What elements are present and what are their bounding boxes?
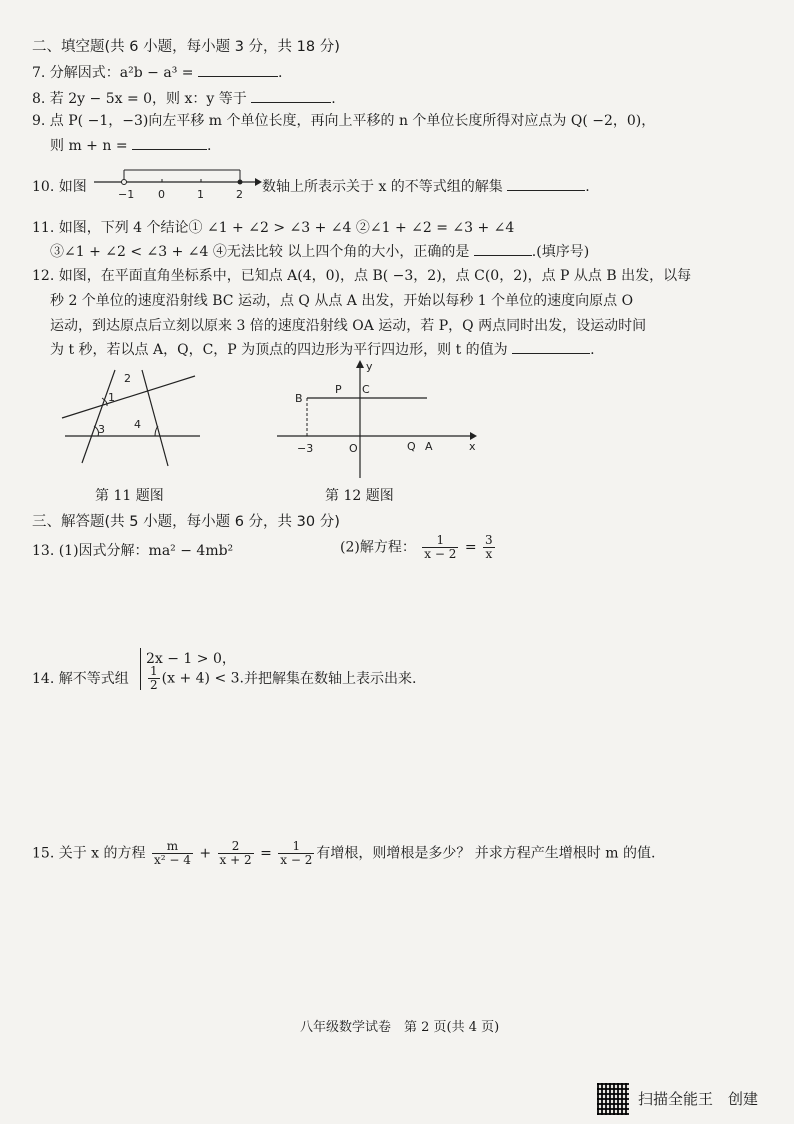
scanner-watermark: 扫描全能王 创建 <box>638 1090 759 1108</box>
figure-12-caption: 第 12 题图 <box>325 488 394 504</box>
number-line-q10 <box>90 162 265 202</box>
question-10-text: 数轴上所表示关于 x 的不等式组的解集 . <box>262 176 590 196</box>
question-12-line4: 为 t 秒，若以点 A，Q，C，P 为顶点的四边形为平行四边形，则 t 的值为 . <box>50 339 595 359</box>
fraction: $\frac{1}{x - 2}$ <box>280 839 313 867</box>
figure-11-caption: 第 11 题图 <box>95 488 164 504</box>
question-12-line2: 秒 2 个单位的速度沿射线 BC 运动，点 Q 从点 A 出发，开始以每秒 1 个单位的速度向原点 O <box>50 293 634 309</box>
question-11-line1: 11. 如图，下列 4 个结论① ∠1 + ∠2 > ∠3 + ∠4 ②∠1 + ∠2 = ∠3 + ∠4 <box>32 220 515 236</box>
answer-blank-8[interactable] <box>251 88 331 103</box>
point-label-P: P <box>335 383 342 396</box>
question-11-tail: .(填序号) <box>531 244 590 260</box>
answer-blank-9[interactable] <box>132 135 207 150</box>
question-10-suffix: 数轴上所表示关于 x 的不等式组的解集 <box>262 179 503 195</box>
question-10-prefix: 10. 如图 <box>32 179 87 195</box>
question-12-text: 为 t 秒，若以点 A，Q，C，P 为顶点的四边形为平行四边形，则 t 的值为 <box>50 342 508 358</box>
tick-label: 1 <box>197 188 204 201</box>
question-13-part2-prefix: (2)解方程： <box>340 539 416 556</box>
question-7: 7. 分解因式：a²b − a³ = . <box>32 62 282 82</box>
section-heading-fill-in: 二、填空题(共 6 小题，每小题 3 分，共 18 分) <box>32 39 340 55</box>
question-7-text: 7. 分解因式：a²b − a³ = <box>32 65 194 81</box>
answer-blank-10[interactable] <box>507 176 585 191</box>
question-15-prefix: 15. 关于 x 的方程 <box>32 845 146 862</box>
question-9-text: 则 m + n = <box>50 138 128 154</box>
fraction: $\frac{2}{x + 2}$ <box>219 839 252 867</box>
tick-label: 2 <box>236 188 243 201</box>
question-15 <box>32 840 655 867</box>
equals-sign: = <box>260 845 272 862</box>
question-14-suffix: 并把解集在数轴上表示出来. <box>244 671 417 687</box>
inequality-1: 2x − 1 > 0， <box>146 651 236 667</box>
angle-label: 3 <box>98 423 105 436</box>
fraction: $\frac{1}{x - 2}$ <box>424 533 457 561</box>
inequality-2 <box>146 665 244 692</box>
tick-label: 0 <box>158 188 165 201</box>
point-label-B: B <box>295 392 303 405</box>
question-9-line1: 9. 点 P( −1，−3)向左平移 m 个单位长度，再向上平移的 n 个单位长度所得对应点为 Q( −2，0)， <box>32 113 656 129</box>
point-label-A: A <box>425 440 433 453</box>
question-15-suffix: 有增根，则增根是多少？ 并求方程产生增根时 m 的值. <box>316 845 656 862</box>
axis-label-x: x <box>469 440 476 453</box>
question-11-text: ③∠1 + ∠2 < ∠3 + ∠4 ④无法比较 以上四个角的大小，正确的是 <box>50 244 470 260</box>
system-brace <box>140 648 141 690</box>
tick-label: −1 <box>118 188 135 201</box>
question-14-prefix: 14. 解不等式组 <box>32 671 129 687</box>
question-13-part1: 13. (1)因式分解：ma² − 4mb² <box>32 543 234 559</box>
question-8-text: 8. 若 2y − 5x = 0，则 x：y 等于 <box>32 91 247 107</box>
page-footer: 八年级数学试卷 第 2 页(共 4 页) <box>300 1020 500 1035</box>
question-9-line2: 则 m + n = . <box>50 135 211 155</box>
figure-12 <box>275 360 485 485</box>
section-heading-solve: 三、解答题(共 5 小题，每小题 6 分，共 30 分) <box>32 514 340 530</box>
equals-sign: = <box>464 539 477 556</box>
figure-11 <box>60 368 210 478</box>
fraction: $\frac{m}{\text{x² − 4}}$ <box>153 839 191 867</box>
question-12-line3: 运动，到达原点后立刻以原来 3 倍的速度沿射线 OA 运动，若 P，Q 两点同时出发，设运动时间 <box>50 318 647 334</box>
fraction: $\frac{3}{x}$ <box>485 533 493 561</box>
answer-blank-12[interactable] <box>512 339 590 354</box>
qr-code-icon <box>597 1083 629 1115</box>
question-13-part2 <box>340 534 497 561</box>
question-11-line2 <box>50 241 589 261</box>
question-8: 8. 若 2y − 5x = 0，则 x：y 等于 . <box>32 88 336 108</box>
angle-label: 4 <box>134 418 141 431</box>
angle-label: 2 <box>124 372 131 385</box>
fraction: $\frac{1}{2}$ <box>150 664 158 692</box>
tick-label-neg3: −3 <box>297 442 314 455</box>
answer-blank-7[interactable] <box>198 62 278 77</box>
angle-label: 1 <box>108 391 115 404</box>
axis-label-y: y <box>366 360 373 373</box>
answer-blank-11[interactable] <box>474 241 532 256</box>
point-label-O: O <box>349 442 358 455</box>
inequality-2-rest: (x + 4) < 3. <box>161 670 244 687</box>
point-label-Q: Q <box>407 440 416 453</box>
question-12-line1: 12. 如图，在平面直角坐标系中，已知点 A(4，0)，点 B( −3，2)，点 C(0，2)，点 P 从点 B 出发，以每 <box>32 268 692 284</box>
plus-sign: + <box>199 845 212 862</box>
point-label-C: C <box>362 383 370 396</box>
